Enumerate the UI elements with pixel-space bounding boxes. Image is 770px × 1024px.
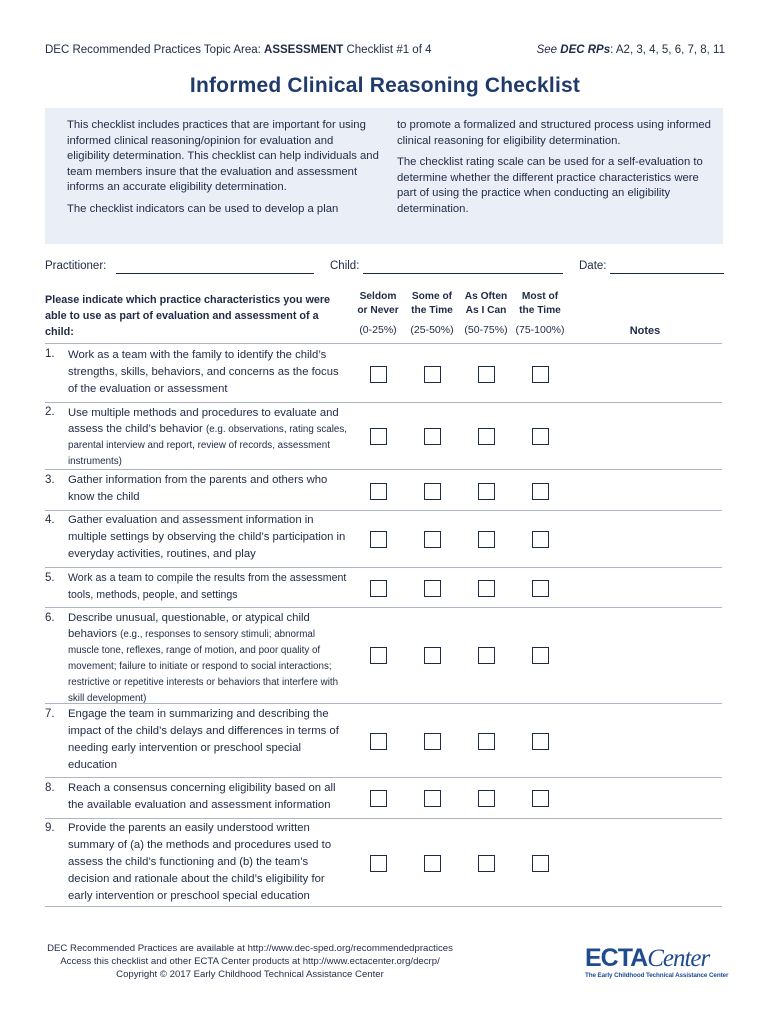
item-1-some-checkbox[interactable] bbox=[424, 366, 441, 383]
column-range-most: (75-100%) bbox=[515, 324, 565, 336]
item-7-number: 7. bbox=[45, 708, 55, 720]
item-9-often-checkbox[interactable] bbox=[478, 855, 495, 872]
item-3-some-checkbox[interactable] bbox=[424, 483, 441, 500]
item-3-main: Gather information from the parents and others who know the child bbox=[68, 474, 328, 503]
item-2-text bbox=[68, 405, 348, 469]
logo-tagline: The Early Childhood Technical Assistance Center bbox=[585, 972, 729, 979]
item-8-most-checkbox[interactable] bbox=[532, 790, 549, 807]
item-5-some-checkbox[interactable] bbox=[424, 580, 441, 597]
item-6-number: 6. bbox=[45, 612, 55, 624]
item-7-some-checkbox[interactable] bbox=[424, 733, 441, 750]
intro-box bbox=[45, 108, 723, 244]
item-7-main: Engage the team in summarizing and describing the impact of the child’s delays and differences in terms of needing early intervention or preschool special education bbox=[68, 708, 339, 771]
item-1-text bbox=[68, 347, 348, 398]
row-divider bbox=[45, 510, 722, 511]
item-3-seldom-checkbox[interactable] bbox=[370, 483, 387, 500]
item-7-most-checkbox[interactable] bbox=[532, 733, 549, 750]
item-2-number: 2. bbox=[45, 406, 55, 418]
practitioner-label: Practitioner: bbox=[45, 260, 107, 272]
item-3-often-checkbox[interactable] bbox=[478, 483, 495, 500]
see-bold: DEC RPs bbox=[560, 44, 611, 56]
logo-ta: TA bbox=[617, 944, 648, 972]
footer-line-1: DEC Recommended Practices are available at http://www.dec-sped.org/recommendedpractices bbox=[47, 943, 453, 954]
row-divider bbox=[45, 469, 722, 470]
item-9-main: Provide the parents an easily understood written summary of (a) the methods and procedures used to assess the child’s functioning and (b) the team’s decision and rationale about the child’s eligibility for early intervention or preschool special education bbox=[68, 822, 332, 902]
item-6-most-checkbox[interactable] bbox=[532, 647, 549, 664]
item-8-seldom-checkbox[interactable] bbox=[370, 790, 387, 807]
item-5-text bbox=[68, 570, 348, 604]
column-some-line1: Some of bbox=[411, 291, 453, 302]
item-7-seldom-checkbox[interactable] bbox=[370, 733, 387, 750]
item-6-examples: (e.g., responses to sensory stimuli; abnormal muscle tone, reflexes, range of motion, and poor quality of movement; failure to initiate or respond to social interactions; restrictive or repetitive interests or behaviors that interfere with skill development) bbox=[68, 629, 339, 704]
item-4-seldom-checkbox[interactable] bbox=[370, 531, 387, 548]
item-1-main: Work as a team with the family to identify the child’s strengths, skills, behaviors, and concerns as the focus of the evaluation or assessment bbox=[68, 349, 339, 395]
header-checklist-number: Checklist #1 of 4 bbox=[343, 44, 432, 56]
item-6-some-checkbox[interactable] bbox=[424, 647, 441, 664]
item-8-number: 8. bbox=[45, 782, 55, 794]
item-1-most-checkbox[interactable] bbox=[532, 366, 549, 383]
logo-ec: EC bbox=[585, 944, 618, 972]
see-rest: : A2, 3, 4, 5, 6, 7, 8, 11 bbox=[610, 44, 725, 56]
column-often-line2: As I Can bbox=[465, 305, 507, 316]
row-divider bbox=[45, 703, 722, 704]
footer-text bbox=[30, 942, 470, 981]
column-some-line2: the Time bbox=[411, 305, 453, 316]
intro-left-paragraph-2: The checklist indicators can be used to develop a plan bbox=[67, 202, 339, 215]
item-2-some-checkbox[interactable] bbox=[424, 428, 441, 445]
item-2-seldom-checkbox[interactable] bbox=[370, 428, 387, 445]
item-8-text bbox=[68, 780, 348, 814]
item-7-often-checkbox[interactable] bbox=[478, 733, 495, 750]
date-field[interactable] bbox=[610, 273, 724, 274]
column-most-line2: the Time bbox=[519, 305, 561, 316]
item-7-text bbox=[68, 706, 348, 774]
row-divider bbox=[45, 567, 722, 568]
item-9-seldom-checkbox[interactable] bbox=[370, 855, 387, 872]
header-topic: ASSESSMENT bbox=[264, 44, 344, 56]
column-range-seldom: (0-25%) bbox=[359, 324, 397, 336]
item-6-often-checkbox[interactable] bbox=[478, 647, 495, 664]
notes-header: Notes bbox=[629, 325, 661, 337]
column-header-seldom bbox=[352, 290, 404, 318]
item-5-seldom-checkbox[interactable] bbox=[370, 580, 387, 597]
date-label: Date: bbox=[579, 260, 607, 272]
topic-area-header bbox=[45, 44, 432, 56]
item-6-seldom-checkbox[interactable] bbox=[370, 647, 387, 664]
item-3-number: 3. bbox=[45, 474, 55, 486]
item-4-text bbox=[68, 512, 348, 563]
column-often-line1: As Often bbox=[464, 291, 508, 302]
row-divider bbox=[45, 777, 722, 778]
item-9-number: 9. bbox=[45, 822, 55, 834]
intro-right-paragraph-1: to promote a formalized and structured process using informed clinical reasoning for eligibility determination. bbox=[397, 119, 711, 147]
row-divider bbox=[45, 906, 722, 907]
row-divider bbox=[45, 402, 722, 403]
row-divider bbox=[45, 607, 722, 608]
intro-left-column bbox=[67, 118, 379, 224]
column-range-some: (25-50%) bbox=[410, 324, 454, 336]
column-range-often: (50-75%) bbox=[464, 324, 508, 336]
footer-line-2: Access this checklist and other ECTA Center products at http://www.ectacenter.org/decrp/ bbox=[60, 956, 440, 967]
item-5-most-checkbox[interactable] bbox=[532, 580, 549, 597]
item-2-most-checkbox[interactable] bbox=[532, 428, 549, 445]
item-6-main: Describe unusual, questionable, or atypical child behaviors bbox=[68, 612, 310, 640]
column-header-often bbox=[458, 290, 514, 318]
item-2-often-checkbox[interactable] bbox=[478, 428, 495, 445]
item-9-some-checkbox[interactable] bbox=[424, 855, 441, 872]
header-divider bbox=[45, 343, 722, 344]
row-divider bbox=[45, 818, 722, 819]
item-5-main: Work as a team to compile the results from the assessment tools, methods, people, and settings bbox=[68, 572, 347, 601]
header-prefix: DEC Recommended Practices Topic Area: bbox=[45, 44, 265, 56]
item-3-text bbox=[68, 472, 348, 506]
intro-right-paragraph-2: The checklist rating scale can be used for a self-evaluation to determine whether the different practice characteristics were part of using the practice when conducting an eligibility determination. bbox=[397, 156, 703, 215]
page-title: Informed Clinical Reasoning Checklist bbox=[189, 74, 581, 97]
item-8-some-checkbox[interactable] bbox=[424, 790, 441, 807]
column-seldom-line2: or Never bbox=[357, 305, 399, 316]
table-instruction: Please indicate which practice characteristics you were able to use as part of evaluation and assessment of a child: bbox=[45, 294, 331, 338]
logo-wordmark bbox=[585, 942, 709, 974]
item-6-text bbox=[68, 610, 348, 706]
item-4-most-checkbox[interactable] bbox=[532, 531, 549, 548]
column-seldom-line1: Seldom bbox=[359, 291, 397, 302]
item-2-main: Use multiple methods and procedures to evaluate and assess the child’s behavior bbox=[68, 407, 339, 435]
child-label: Child: bbox=[330, 260, 360, 272]
column-header-most bbox=[512, 290, 568, 318]
item-4-often-checkbox[interactable] bbox=[478, 531, 495, 548]
item-9-text bbox=[68, 820, 348, 905]
item-4-main: Gather evaluation and assessment information in multiple settings by observing the child’s participation in everyday activities, routines, and play bbox=[68, 514, 346, 560]
see-dec-rps bbox=[537, 44, 725, 56]
item-9-most-checkbox[interactable] bbox=[532, 855, 549, 872]
item-1-often-checkbox[interactable] bbox=[478, 366, 495, 383]
item-5-number: 5. bbox=[45, 572, 55, 584]
child-field[interactable] bbox=[363, 273, 563, 274]
item-4-some-checkbox[interactable] bbox=[424, 531, 441, 548]
item-5-often-checkbox[interactable] bbox=[478, 580, 495, 597]
intro-right-column bbox=[397, 118, 715, 224]
item-3-most-checkbox[interactable] bbox=[532, 483, 549, 500]
practitioner-field[interactable] bbox=[116, 273, 314, 274]
item-2-examples: (e.g. observations, rating scales, parental interview and report, review of records, assessment instruments) bbox=[68, 424, 347, 467]
ecta-center-logo bbox=[585, 942, 730, 982]
item-1-seldom-checkbox[interactable] bbox=[370, 366, 387, 383]
item-8-often-checkbox[interactable] bbox=[478, 790, 495, 807]
logo-center: Center bbox=[647, 945, 710, 972]
column-header-some bbox=[404, 290, 460, 318]
item-8-main: Reach a consensus concerning eligibility based on all the available evaluation and assessment information bbox=[68, 782, 336, 811]
footer-line-3: Copyright © 2017 Early Childhood Technical Assistance Center bbox=[116, 969, 384, 980]
see-label: See bbox=[536, 44, 561, 56]
column-most-line1: Most of bbox=[521, 291, 559, 302]
item-4-number: 4. bbox=[45, 514, 55, 526]
intro-left-paragraph-1: This checklist includes practices that are important for using informed clinical reasoning/opinion for evaluation and eligibility determination. This checklist can help individuals and team members insure that the evaluation and assessment informs an accurate eligibility determination. bbox=[67, 119, 379, 194]
item-1-number: 1. bbox=[45, 348, 55, 360]
